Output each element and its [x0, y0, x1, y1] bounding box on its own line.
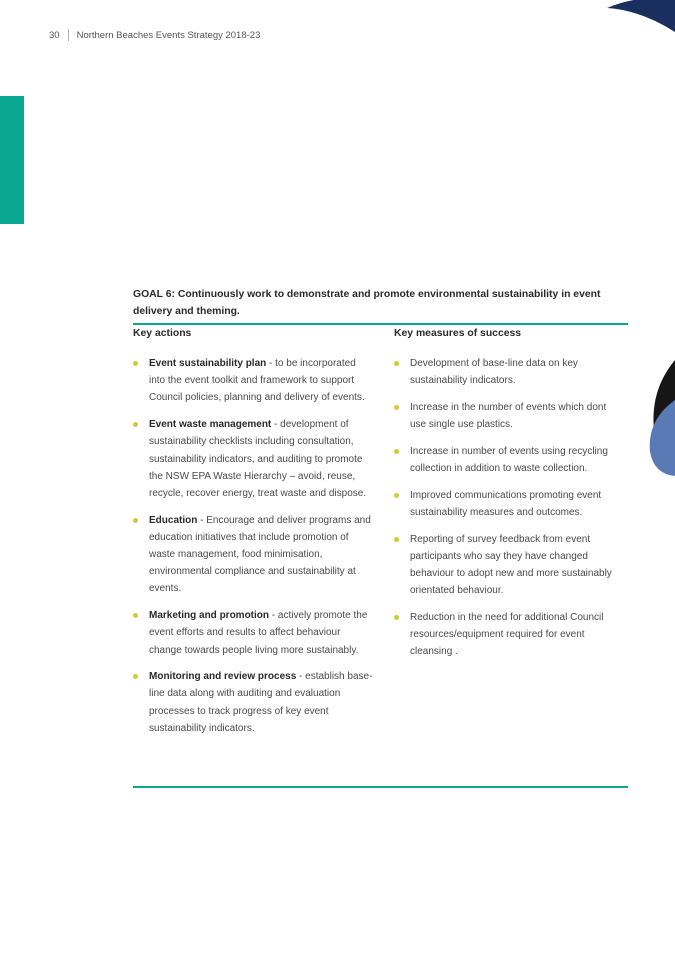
action-title: Event waste management	[149, 419, 272, 431]
bullet-icon	[133, 361, 138, 366]
list-item	[394, 399, 619, 433]
action-text: - actively promote the event efforts and results to affect behaviour change towards people living more sustainably.	[149, 610, 368, 656]
bullet-icon	[133, 422, 138, 427]
bullet-icon	[133, 674, 138, 679]
measure-text: Increase in the number of events which dont use single use plastics.	[410, 401, 607, 431]
side-wave-decoration	[642, 360, 675, 478]
action-text: - Encourage and deliver programs and education initiatives that include promotion of waste management, food minimisation, environmental compliance and sustainability at events.	[149, 514, 371, 595]
list-item	[133, 355, 373, 407]
key-measures-list	[394, 355, 619, 670]
action-text: - establish base-line data along with auditing and evaluation processes to track progress of key event sustainability indicators.	[149, 671, 373, 734]
header-divider	[68, 29, 69, 41]
document-title: Northern Beaches Events Strategy 2018-23	[76, 29, 261, 41]
list-item	[133, 512, 373, 598]
page-number: 30	[49, 29, 60, 41]
measure-text: Development of base-line data on key sustainability indicators.	[410, 358, 578, 387]
list-item	[133, 668, 373, 737]
action-title: Marketing and promotion	[149, 610, 269, 622]
action-title: Monitoring and review process	[149, 671, 297, 683]
key-actions-list	[133, 355, 373, 747]
bullet-icon	[394, 493, 399, 498]
list-item	[394, 487, 619, 521]
action-title: Education	[149, 514, 198, 526]
list-item	[394, 355, 619, 389]
bullet-icon	[133, 518, 138, 523]
corner-wave-decoration	[600, 0, 675, 32]
list-item	[133, 607, 373, 659]
action-text: - development of sustainability checklists including consultation, sustainability indicators, and auditing to promote the NSW EPA Waste Hierarchy – avoid, reuse, recycle, recover energy, treat waste and dispose.	[149, 419, 367, 499]
list-item	[394, 609, 619, 661]
bullet-icon	[394, 361, 399, 366]
list-item	[394, 531, 619, 600]
measure-text: Improved communications promoting event sustainability measures and outcomes.	[410, 489, 602, 518]
bullet-icon	[394, 405, 399, 410]
measure-text: Reduction in the need for additional Council resources/equipment required for event cleansing .	[410, 611, 604, 658]
table-top-rule	[133, 323, 628, 325]
bullet-icon	[394, 615, 399, 620]
list-item	[394, 443, 619, 477]
bullet-icon	[133, 613, 138, 618]
list-item	[133, 416, 373, 502]
action-text: - to be incorporated into the event toolkit and framework to support Council policies, planning and delivery of events.	[149, 358, 365, 404]
goal-title: GOAL 6: Continuously work to demonstrate and promote environmental sustainability in event delivery and theming.	[133, 289, 601, 317]
section-tab-marker	[0, 96, 24, 224]
action-title: Event sustainability plan	[149, 358, 267, 369]
bullet-icon	[394, 537, 399, 542]
key-actions-heading: Key actions	[133, 328, 192, 339]
bullet-icon	[394, 449, 399, 454]
key-measures-heading: Key measures of success	[394, 328, 522, 339]
page-header	[49, 29, 260, 41]
measure-text: Increase in number of events using recycling collection in addition to waste collection.	[410, 445, 608, 475]
measure-text: Reporting of survey feedback from event participants who say they have changed behaviour to adopt new and more sustainably orientated behaviour.	[410, 533, 612, 597]
table-bottom-rule	[133, 786, 628, 788]
